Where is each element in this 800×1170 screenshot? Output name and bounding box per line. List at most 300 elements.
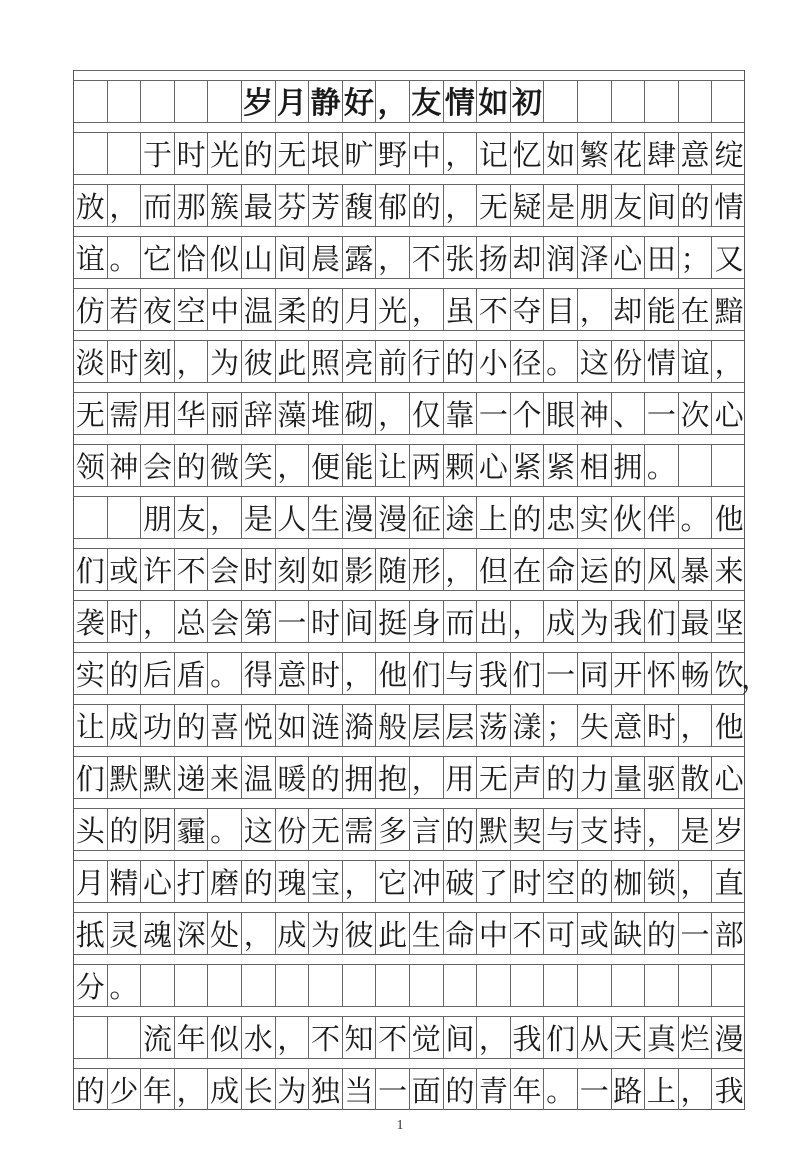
grid-cell: 个 (511, 393, 545, 434)
line-cells (74, 236, 744, 278)
grid-cell: 黯 (714, 294, 744, 328)
grid-cell: 第 (242, 601, 276, 642)
grid-cell (141, 965, 175, 1006)
grid-cell (74, 1017, 108, 1058)
grid-cell: 用 (141, 393, 175, 434)
grid-cell: 月 (343, 289, 377, 330)
row-spacer (74, 226, 744, 236)
grid-cell: 似 (208, 1017, 242, 1058)
grid-cell: ， (376, 393, 410, 434)
grid-cell: 驱 (645, 757, 679, 798)
grid-cell (477, 965, 511, 1006)
grid-cell: 意 (276, 653, 310, 694)
grid-cell: 刻 (141, 341, 175, 382)
essay-line (74, 330, 744, 382)
grid-cell: ， (108, 185, 142, 226)
essay-line (74, 746, 744, 798)
line-cells (74, 1016, 744, 1058)
grid-cell: 无 (477, 185, 511, 226)
grid-cell: 岁 (714, 814, 744, 848)
grid-cell: 晨 (309, 237, 343, 278)
grid-cell: ， (410, 757, 444, 798)
grid-cell: 实 (74, 653, 108, 694)
row-spacer (74, 174, 744, 184)
grid-cell: 年 (511, 1069, 545, 1110)
grid-cell: 伴 (645, 497, 679, 538)
essay-line (74, 590, 744, 642)
grid-cell: 与 (444, 653, 478, 694)
grid-cell: 风 (645, 549, 679, 590)
grid-cell: 中 (410, 133, 444, 174)
row-spacer (74, 850, 744, 860)
grid-cell: 心 (714, 398, 744, 432)
grid-cell: 或 (108, 549, 142, 590)
grid-cell: 在 (679, 289, 713, 330)
grid-cell: 们 (511, 653, 545, 694)
grid-cell: 的 (309, 289, 343, 330)
grid-cell: 觉 (410, 1017, 444, 1058)
row-spacer (74, 798, 744, 808)
grid-cell: ； (679, 237, 713, 278)
grid-cell: 情 (645, 341, 679, 382)
grid-cell: 的 (444, 809, 478, 850)
grid-cell: 放 (74, 185, 108, 226)
grid-cell: 如 (276, 705, 310, 746)
grid-cell: 时 (511, 861, 545, 902)
row-spacer (74, 642, 744, 652)
grid-cell: 我 (477, 653, 511, 694)
grid-cell (679, 445, 713, 486)
grid-cell: 知 (343, 1017, 377, 1058)
grid-cell: ， (242, 913, 276, 954)
row-spacer (74, 434, 744, 444)
grid-cell: 层 (410, 705, 444, 746)
grid-cell: 长 (242, 1069, 276, 1110)
grid-cell: 默 (477, 809, 511, 850)
grid-cell: 间 (444, 1017, 478, 1058)
grid-cell: 能 (645, 289, 679, 330)
grid-cell: 扬 (477, 237, 511, 278)
grid-cell: 暖 (276, 757, 310, 798)
grid-cell: 喜 (208, 705, 242, 746)
grid-cell: 伙 (612, 497, 646, 538)
grid-cell (410, 965, 444, 1006)
grid-cell: 默 (108, 757, 142, 798)
grid-cell: 散 (679, 757, 713, 798)
grid-cell: 花 (612, 133, 646, 174)
grid-cell: 紧 (511, 445, 545, 486)
grid-cell: 间 (276, 237, 310, 278)
grid-cell: 。 (645, 445, 679, 486)
grid-cell: 的 (645, 913, 679, 954)
grid-cell: 会 (208, 601, 242, 642)
grid-cell: 不 (175, 549, 209, 590)
grid-cell: ， (679, 1069, 713, 1110)
grid-cell: 无 (477, 757, 511, 798)
grid-cell: 的 (444, 341, 478, 382)
grid-cell: 意 (679, 133, 713, 174)
grid-cell: 的 (544, 757, 578, 798)
grid-cell: 天 (612, 1017, 646, 1058)
grid-cell: 运 (578, 549, 612, 590)
grid-cell: 份 (612, 341, 646, 382)
grid-cell: 途 (444, 497, 478, 538)
grid-cell: 它 (141, 237, 175, 278)
grid-cell: 为 (208, 341, 242, 382)
grid-cell: ， (511, 601, 545, 642)
grid-cell (208, 965, 242, 1006)
grid-cell: 时 (242, 549, 276, 590)
grid-cell: 流 (141, 1017, 175, 1058)
grid-cell: 它 (376, 861, 410, 902)
grid-cell: 来 (208, 757, 242, 798)
grid-cell: 。 (208, 653, 242, 694)
line-cells (74, 1068, 744, 1110)
grid-cell: 如 (544, 133, 578, 174)
grid-cell: 山 (242, 237, 276, 278)
grid-cell: 怀 (645, 653, 679, 694)
grid-cell (612, 81, 646, 122)
grid-cell: 成 (544, 601, 578, 642)
grid-cell: 心 (477, 445, 511, 486)
grid-cell: 不 (309, 1017, 343, 1058)
grid-cell: 。 (679, 497, 713, 538)
grid-cell: 心 (612, 237, 646, 278)
line-cells (74, 704, 744, 746)
grid-cell: 相 (578, 445, 612, 486)
grid-cell: 不 (511, 913, 545, 954)
grid-cell: 情 (444, 81, 478, 122)
grid-cell: 上 (477, 497, 511, 538)
grid-cell: 漫 (343, 497, 377, 538)
grid-cell: 处 (208, 913, 242, 954)
grid-cell: 光 (376, 289, 410, 330)
grid-cell: 忠 (544, 497, 578, 538)
grid-cell: 精 (108, 861, 142, 902)
grid-cell: 。 (208, 809, 242, 850)
grid-cell (679, 965, 713, 1006)
grid-cell: 悦 (242, 705, 276, 746)
grid-cell: 拥 (612, 445, 646, 486)
grid-cell: 于 (141, 133, 175, 174)
grid-cell: 可 (544, 913, 578, 954)
grid-cell: 照 (309, 341, 343, 382)
grid-cell: 水 (242, 1017, 276, 1058)
grid-cell: 朋 (578, 185, 612, 226)
grid-cell: 的 (612, 549, 646, 590)
grid-cell: 疑 (511, 185, 545, 226)
grid-cell: ， (343, 653, 377, 694)
line-cells (74, 808, 744, 850)
grid-cell: ， (175, 341, 209, 382)
grid-cell: 月 (276, 81, 310, 122)
grid-cell: 丽 (208, 393, 242, 434)
grid-cell: 神 (108, 445, 142, 486)
grid-cell (645, 81, 679, 122)
essay-line (74, 486, 744, 538)
essay-line (74, 538, 744, 590)
line-cells (74, 548, 744, 590)
grid-cell: 他 (714, 710, 744, 744)
grid-cell: 当 (343, 1069, 377, 1110)
grid-cell: 堆 (309, 393, 343, 434)
grid-cell: 的 (410, 185, 444, 226)
grid-cell: ， (444, 133, 478, 174)
grid-cell (208, 81, 242, 122)
grid-cell: 年 (175, 1017, 209, 1058)
grid-cell: 砌 (343, 393, 377, 434)
grid-cell (175, 81, 209, 122)
grid-cell: 的 (578, 861, 612, 902)
grid-cell: 需 (343, 809, 377, 850)
grid-cell: 们 (74, 549, 108, 590)
grid-cell: 面 (410, 1069, 444, 1110)
grid-cell: 命 (544, 549, 578, 590)
grid-cell: 递 (175, 757, 209, 798)
grid-cell: 而 (444, 601, 478, 642)
grid-cell (712, 81, 746, 122)
grid-cell: 用 (444, 757, 478, 798)
row-spacer (74, 954, 744, 964)
grid-cell: 形 (410, 549, 444, 590)
grid-cell: 仿 (74, 289, 108, 330)
grid-cell: 温 (242, 757, 276, 798)
grid-cell: 无 (309, 809, 343, 850)
line-cells (74, 340, 744, 382)
grid-cell: 漫 (376, 497, 410, 538)
grid-cell: 时 (108, 601, 142, 642)
line-cells (74, 496, 744, 538)
grid-cell: 此 (276, 341, 310, 382)
grid-cell: 分 (74, 965, 108, 1006)
grid-cell: 径 (511, 341, 545, 382)
grid-cell: 一 (477, 393, 511, 434)
grid-cell (578, 81, 612, 122)
line-cells (74, 756, 744, 798)
grid-cell: 。 (544, 1069, 578, 1110)
grid-cell: 瑰 (276, 861, 310, 902)
line-cells (74, 184, 744, 226)
grid-cell: ， (679, 705, 713, 746)
grid-cell: ， (679, 861, 713, 902)
grid-cell: 成 (108, 705, 142, 746)
grid-cell: 的 (108, 653, 142, 694)
grid-cell (679, 81, 713, 122)
grid-cell: 深 (175, 913, 209, 954)
grid-cell: 最 (242, 185, 276, 226)
grid-cell: 出 (477, 601, 511, 642)
grid-cell: 亮 (343, 341, 377, 382)
grid-cell: 中 (208, 289, 242, 330)
grid-cell: 不 (410, 237, 444, 278)
grid-cell: ， (208, 497, 242, 538)
grid-cell: 若 (108, 289, 142, 330)
grid-cell: ， (175, 1069, 209, 1110)
grid-cell: 便 (309, 445, 343, 486)
grid-cell (74, 133, 108, 174)
grid-cell: 是 (242, 497, 276, 538)
line-cells (74, 912, 744, 954)
grid-cell: 小 (477, 341, 511, 382)
grid-cell: 一 (376, 1069, 410, 1110)
grid-cell (74, 81, 108, 122)
grid-cell (141, 81, 175, 122)
grid-cell: 量 (612, 757, 646, 798)
grid-cell: 的 (175, 705, 209, 746)
grid-cell (712, 445, 746, 486)
essay-line (74, 642, 770, 695)
grid-cell (578, 965, 612, 1006)
grid-cell: 这 (578, 341, 612, 382)
grid-cell: 、 (612, 393, 646, 434)
grid-cell: 漾 (511, 705, 545, 746)
grid-cell: ， (343, 861, 377, 902)
grid-cell: 眼 (544, 393, 578, 434)
grid-cell: 阴 (141, 809, 175, 850)
line-cells (74, 652, 744, 694)
grid-cell: 但 (477, 549, 511, 590)
grid-cell: 垠 (309, 133, 343, 174)
grid-cell: 功 (141, 705, 175, 746)
grid-cell: 似 (208, 237, 242, 278)
grid-cell: 涟 (309, 705, 343, 746)
grid-cell: 情 (714, 190, 744, 224)
grid-cell (612, 965, 646, 1006)
grid-cell: 张 (444, 237, 478, 278)
grid-cell: 人 (276, 497, 310, 538)
grid-cell (175, 965, 209, 1006)
grid-cell: 又 (714, 242, 744, 276)
grid-cell: 芳 (309, 185, 343, 226)
row-spacer (74, 1058, 744, 1068)
grid-cell: 前 (376, 341, 410, 382)
grid-cell (444, 965, 478, 1006)
grid-cell: 漪 (343, 705, 377, 746)
grid-cell: 挺 (376, 601, 410, 642)
grid-cell (343, 965, 377, 1006)
grid-cell: 月 (74, 861, 108, 902)
grid-cell: 真 (645, 1017, 679, 1058)
grid-cell: 靠 (444, 393, 478, 434)
grid-cell: 空 (544, 861, 578, 902)
grid-cell: 成 (276, 913, 310, 954)
grid-cell (544, 965, 578, 1006)
grid-cell: 静 (309, 81, 343, 122)
grid-cell: 荡 (477, 705, 511, 746)
grid-cell: 抵 (74, 913, 108, 954)
grid-cell: 随 (376, 549, 410, 590)
grid-cell: 旷 (343, 133, 377, 174)
grid-cell: ， (714, 346, 744, 380)
grid-cell: 的 (309, 757, 343, 798)
grid-cell: 的 (444, 1069, 478, 1110)
grid-cell: 友 (612, 185, 646, 226)
grid-cell: 的 (175, 445, 209, 486)
grid-cell: 灵 (108, 913, 142, 954)
grid-cell: 间 (645, 185, 679, 226)
grid-cell: 开 (612, 653, 646, 694)
grid-cell: 支 (578, 809, 612, 850)
grid-cell: 空 (175, 289, 209, 330)
grid-cell: 漫 (714, 1022, 744, 1056)
grid-cell: 生 (309, 497, 343, 538)
grid-cell: 田 (645, 237, 679, 278)
grid-cell: 友 (410, 81, 444, 122)
grid-cell: 实 (578, 497, 612, 538)
essay-grid-paper (73, 70, 770, 1110)
grid-cell (108, 81, 142, 122)
grid-cell: 契 (511, 809, 545, 850)
grid-cell: 一 (276, 601, 310, 642)
grid-cell: 淡 (74, 341, 108, 382)
row-spacer (74, 486, 744, 496)
grid-cell: 多 (376, 809, 410, 850)
essay-line (74, 850, 744, 902)
grid-cell: 光 (208, 133, 242, 174)
grid-cell: 他 (714, 502, 744, 536)
grid-cell: 两 (410, 445, 444, 486)
grid-cell: ， (578, 289, 612, 330)
grid-cell: 他 (376, 653, 410, 694)
grid-cell: 层 (444, 705, 478, 746)
grid-cell: 而 (141, 185, 175, 226)
grid-cell (276, 965, 310, 1006)
grid-cell: 会 (208, 549, 242, 590)
grid-cell: 心 (141, 861, 175, 902)
line-cells (74, 132, 744, 174)
grid-cell: 打 (175, 861, 209, 902)
row-spacer (74, 694, 744, 704)
grid-cell: 辞 (242, 393, 276, 434)
row-spacer (74, 590, 744, 600)
row-spacer (74, 902, 744, 912)
grid-cell: 虽 (444, 289, 478, 330)
line-cells (74, 288, 744, 330)
grid-cell: 颗 (444, 445, 478, 486)
grid-cell: 好 (343, 81, 377, 122)
row-spacer (74, 1006, 744, 1016)
grid-cell: 时 (108, 341, 142, 382)
grid-cell: 谊 (679, 341, 713, 382)
row-spacer (74, 330, 744, 340)
grid-cell: 魂 (141, 913, 175, 954)
grid-cell: 霾 (175, 809, 209, 850)
grid-cell: 力 (578, 757, 612, 798)
grid-cell: ， (645, 809, 679, 850)
grid-cell: 彼 (343, 913, 377, 954)
grid-cell: 为 (309, 913, 343, 954)
grid-cell: 目 (544, 289, 578, 330)
grid-cell: ， (276, 1017, 310, 1058)
grid-cell: 初 (511, 81, 545, 122)
grid-cell: 却 (511, 237, 545, 278)
grid-cell: ， (444, 185, 478, 226)
essay-line (74, 382, 744, 434)
grid-cell: 郁 (376, 185, 410, 226)
grid-cell (108, 497, 142, 538)
grid-cell (309, 965, 343, 1006)
grid-cell: 最 (679, 601, 713, 642)
grid-cell: 柔 (276, 289, 310, 330)
grid-cell: 坚 (714, 606, 744, 640)
grid-cell: 肆 (645, 133, 679, 174)
grid-cell: 让 (74, 705, 108, 746)
essay-line (74, 1058, 744, 1110)
grid-cell: 。 (108, 237, 142, 278)
grid-cell: 馥 (343, 185, 377, 226)
grid-cell: 却 (612, 289, 646, 330)
essay-line (74, 798, 744, 850)
